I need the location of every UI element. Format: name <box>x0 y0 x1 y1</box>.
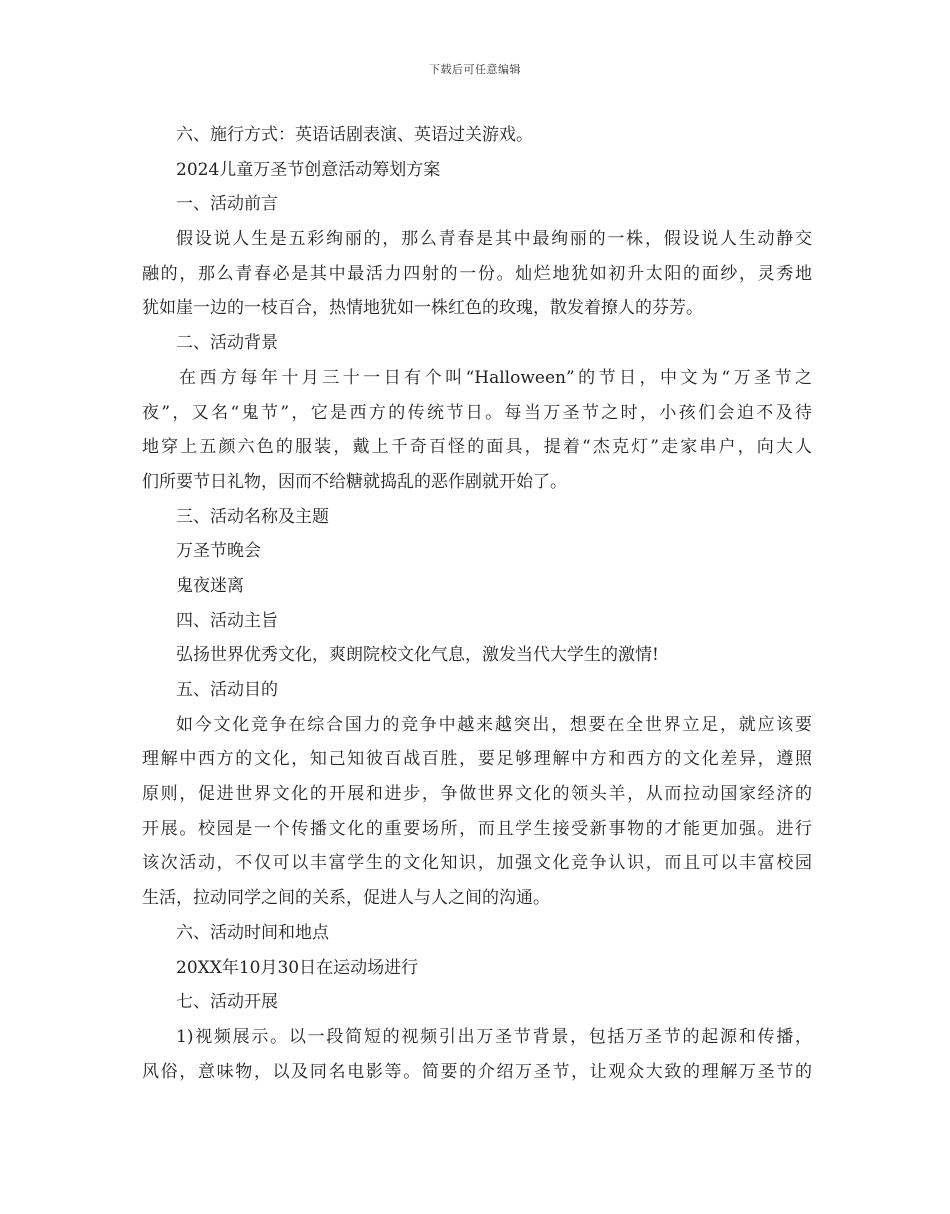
paragraph-line: 原则，促进世界文化的开展和进步，争做世界文化的领头羊，从而拉动国家经济的 <box>142 784 812 805</box>
paragraph-line: 1)视频展示。以一段简短的视频引出万圣节背景，包括万圣节的起源和传播， <box>176 1026 812 1047</box>
paragraph-line: 地穿上五颜六色的服装，戴上千奇百怪的面具，提着“杰克灯”走家串户，向大人 <box>142 437 812 458</box>
text-line: 鬼夜迷离 <box>176 575 244 596</box>
paragraph-line: 生活，拉动同学之间的关系，促进人与人之间的沟通。 <box>142 888 550 909</box>
section-heading: 七、活动开展 <box>176 992 278 1013</box>
paragraph-line: 理解中西方的文化，知己知彼百战百胜，要足够理解中方和西方的文化差异，遵照 <box>142 749 812 770</box>
paragraph-line: 在西方每年十月三十一日有个叫“Halloween”的节日，中文为“万圣节之 <box>179 367 812 388</box>
text-line: 20XX年10月30日在运动场进行 <box>176 957 419 978</box>
paragraph-line: 风俗，意味物，以及同名电影等。简要的介绍万圣节，让观众大致的理解万圣节的 <box>142 1061 812 1082</box>
paragraph-line: 犹如崖一边的一枝百合，热情地犹如一株红色的玫瑰，散发着撩人的芬芳。 <box>142 298 703 319</box>
paragraph-line: 融的，那么青春必是其中最活力四射的一份。灿烂地犹如初升太阳的面纱，灵秀地 <box>142 263 812 284</box>
paragraph-line: 如今文化竞争在综合国力的竞争中越来越突出，想要在全世界立足，就应该要 <box>176 714 812 735</box>
section-heading: 一、活动前言 <box>176 194 278 215</box>
section-heading: 五、活动目的 <box>176 680 278 700</box>
paragraph-line: 们所要节日礼物，因而不给糖就捣乱的恶作剧就开始了。 <box>142 471 567 492</box>
text-line: 六、施行方式：英语话剧表演、英语过关游戏。 <box>176 125 533 145</box>
paragraph-line: 假设说人生是五彩绚丽的，那么青春是其中最绚丽的一株，假设说人生动静交 <box>176 229 812 250</box>
section-heading: 二、活动背景 <box>176 333 278 354</box>
section-title: 2024儿童万圣节创意活动筹划方案 <box>176 159 441 180</box>
text-line: 万圣节晚会 <box>176 541 261 562</box>
section-heading: 四、活动主旨 <box>176 610 278 631</box>
page-header-note: 下载后可任意编辑 <box>429 63 521 76</box>
text-line: 弘扬世界优秀文化，爽朗院校文化气息，激发当代大学生的激情! <box>176 645 659 666</box>
paragraph-line: 夜”，又名“鬼节”，它是西方的传统节日。每当万圣节之时，小孩们会迫不及待 <box>142 402 812 423</box>
section-heading: 六、活动时间和地点 <box>176 922 329 943</box>
paragraph-line: 开展。校园是一个传播文化的重要场所，而且学生接受新事物的才能更加强。进行 <box>142 818 812 839</box>
section-heading: 三、活动名称及主题 <box>176 506 329 527</box>
document-body <box>142 118 812 1089</box>
paragraph-line: 该次活动，不仅可以丰富学生的文化知识，加强文化竞争认识，而且可以丰富校园 <box>142 853 812 874</box>
